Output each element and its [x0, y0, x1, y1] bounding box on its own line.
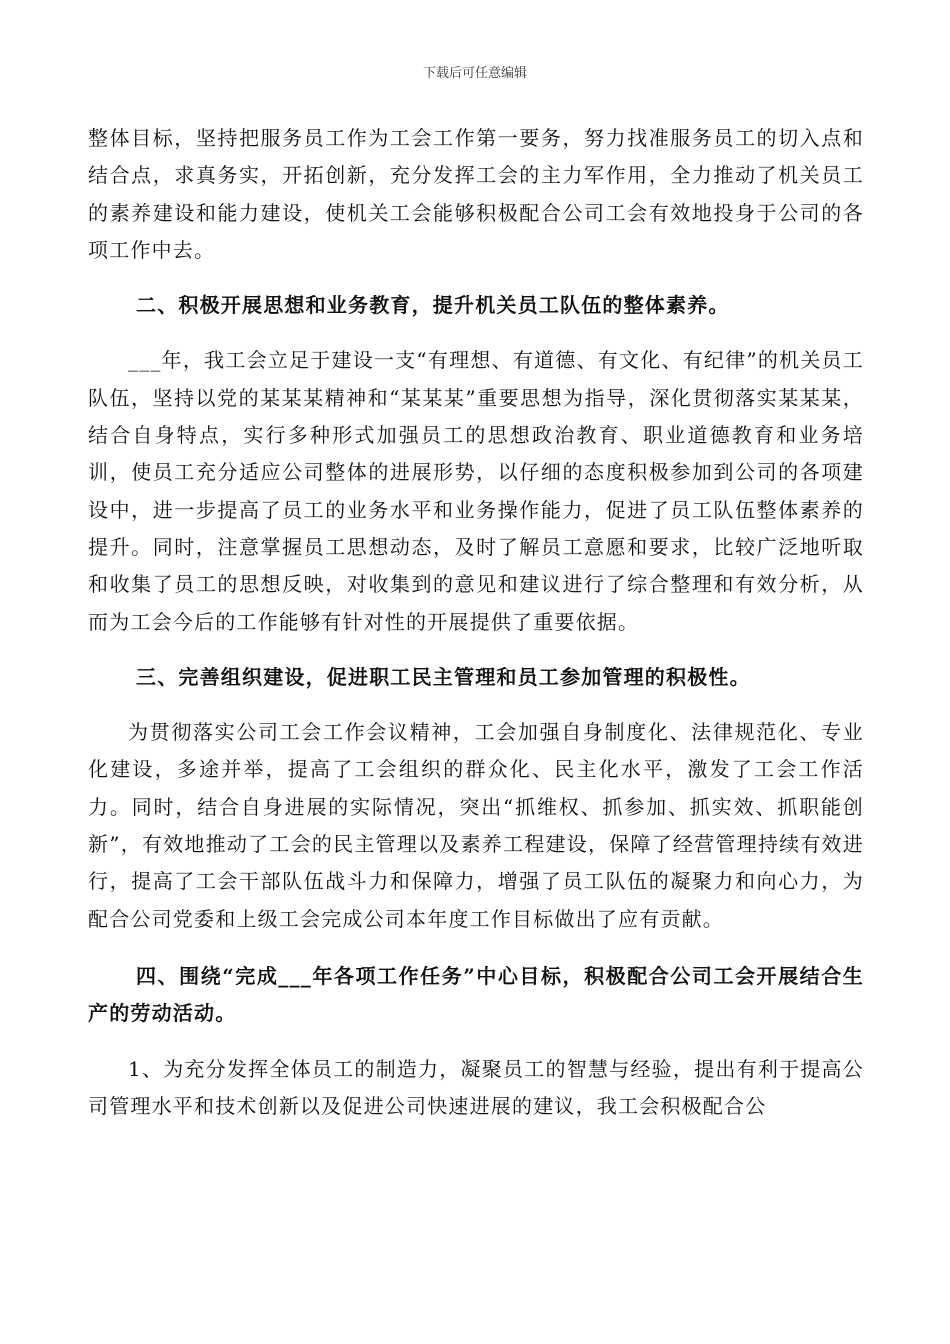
paragraph-section-4-item-1: 1、为充分发挥全体员工的制造力，凝聚员工的智慧与经验，提出有利于提高公司管理水平和技术创新以及促进公司快速进展的建议，我工会积极配合公 [88, 1056, 864, 1118]
document-body [88, 120, 864, 1125]
section-heading-4: 四、围绕“完成___年各项工作任务”中心目标，积极配合公司工会开展结合生产的劳动活动。 [88, 963, 864, 1026]
section-heading-2: 二、积极开展思想和业务教育，提升机关员工队伍的整体素养。 [136, 293, 730, 318]
paragraph-section-3: 为贯彻落实公司工会工作会议精神，工会加强自身制度化、法律规范化、专业化建设，多途并举，提高了工会组织的群众化、民主化水平，激发了工会工作活力。同时，结合自身进展的实际情况，突出“抓维权、抓参加、抓实效、抓职能创新”，有效地推动了工会的民主管理以及素养工程建设，保障了经营管理持续有效进行，提高了工会干部队伍战斗力和保障力，增强了员工队伍的凝聚力和向心力，为配合公司党委和上级工会完成公司本年度工作目标做出了应有贡献。 [88, 720, 864, 931]
page-header: 下载后可任意编辑 [422, 66, 527, 81]
paragraph-section-2: ___年，我工会立足于建设一支“有理想、有道德、有文化、有纪律”的机关员工队伍，坚持以党的某某某精神和“某某某”重要思想为指导，深化贯彻落实某某某，结合自身特点，实行多种形式加强员工的思想政治教育、职业道德教育和业务培训，使员工充分适应公司整体的进展形势，以仔细的态度积极参加到公司的各项建设中，进一步提高了员工的业务水平和业务操作能力，促进了员工队伍整体素养的提升。同时，注意掌握员工思想动态，及时了解员工意愿和要求，比较广泛地听取和收集了员工的思想反映，对收集到的意见和建议进行了综合整理和有效分析，从而为工会今后的工作能够有针对性的开展提供了重要依据。 [88, 348, 864, 634]
paragraph-intro: 整体目标，坚持把服务员工作为工会工作第一要务，努力找准服务员工的切入点和结合点，求真务实，开拓创新，充分发挥工会的主力军作用，全力推动了机关员工的素养建设和能力建设，使机关工会能够积极配合公司工会有效地投身于公司的各项工作中去。 [88, 126, 864, 262]
section-heading-3: 三、完善组织建设，促进职工民主管理和员工参加管理的积极性。 [136, 664, 751, 689]
